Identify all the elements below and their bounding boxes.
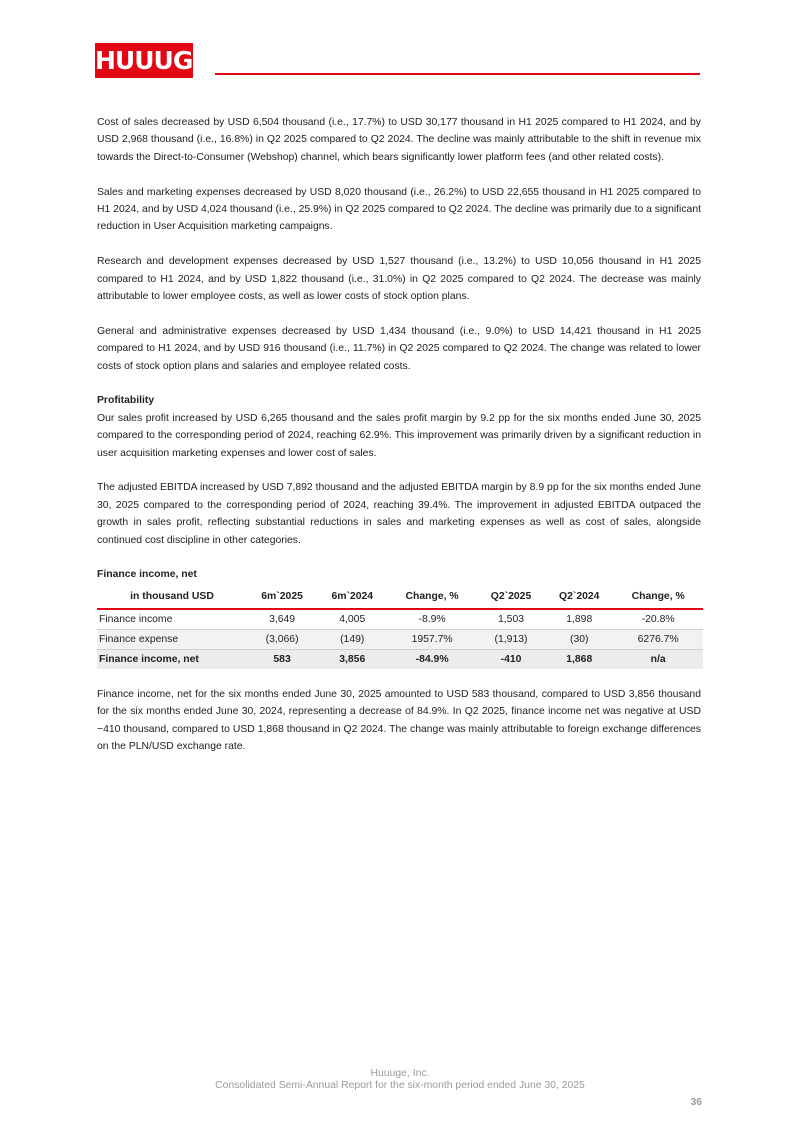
table-header-row <box>97 586 703 609</box>
paragraph-research-development: Research and development expenses decreased by USD 1,527 thousand (i.e., 13.2%) to USD 10,056 thousand in H1 2025 compared to H1 2024, and by USD 1,822 thousand (i.e., 31.0%) in Q2 2025 compared to Q2 2024. The decrease was mainly attributable to lower employee costs, as well as lower costs of stock option plans. <box>97 256 701 303</box>
table-cell: n/a <box>613 649 703 669</box>
table-title: Finance income, net <box>97 569 197 581</box>
table-cell: -20.8% <box>613 609 703 630</box>
heading-profitability: Profitability <box>97 395 155 407</box>
table-header-cell: in thousand USD <box>97 586 247 609</box>
paragraph-ebitda: The adjusted EBITDA increased by USD 7,892 thousand and the adjusted EBITDA margin by 8.9 pp for the six months ended June 30, 2025 compared to the corresponding period of 2024, reaching 39.4%. The improvement in adjusted EBITDA outpaced the growth in sales profit, reflecting substantial reductions in sales and marketing expenses as well as cost of sales, alongside continued cost discipline in other categories. <box>97 482 701 546</box>
table-row <box>97 609 703 630</box>
table-cell: 3,856 <box>317 649 387 669</box>
paragraph-profitability: Our sales profit increased by USD 6,265 thousand and the sales profit margin by 9.2 pp for the six months ended June 30, 2025 compared to the corresponding period of 2024, reaching 62.9%. This improvement was primarily driven by a significant reduction in user acquisition marketing expenses and lower cost of sales. <box>97 412 701 459</box>
page-header <box>0 0 800 90</box>
table-cell: 1,898 <box>545 609 613 630</box>
table-cell: 4,005 <box>317 609 387 630</box>
table-cell: Finance income, net <box>97 649 247 669</box>
table-cell: 1,503 <box>477 609 545 630</box>
table-row <box>97 629 703 649</box>
table-cell: 3,649 <box>247 609 317 630</box>
paragraph-sales-marketing: Sales and marketing expenses decreased by USD 8,020 thousand (i.e., 26.2%) to USD 22,655 thousand in H1 2025 compared to H1 2024, and by USD 4,024 thousand (i.e., 25.9%) in Q2 2025 compared to Q2 2024. The decline was primarily due to a significant reduction in User Acquisition marketing campaigns. <box>97 186 701 233</box>
table-header-cell: Q2`2025 <box>477 586 545 609</box>
table-cell: (30) <box>545 629 613 649</box>
table-cell: -8.9% <box>387 609 477 630</box>
page-number: 36 <box>690 1097 702 1108</box>
finance-income-table <box>97 586 703 669</box>
footer-company: Huuuge, Inc. <box>370 1068 430 1079</box>
table-header-cell: Change, % <box>613 586 703 609</box>
table-cell: 583 <box>247 649 317 669</box>
table-cell: 6276.7% <box>613 629 703 649</box>
paragraph-general-admin: General and administrative expenses decreased by USD 1,434 thousand (i.e., 9.0%) to USD 14,421 thousand in H1 2025 compared to H1 2024, and by USD 916 thousand (i.e., 11.7%) in Q2 2025 compared to Q2 2024. The change was related to lower costs of stock option plans and salaries and employee related costs. <box>97 325 701 372</box>
paragraph-cost-of-sales: Cost of sales decreased by USD 6,504 thousand (i.e., 17.7%) to USD 30,177 thousand in H1 2025 compared to H1 2024, and by USD 2,968 thousand (i.e., 16.8%) in Q2 2025 compared to Q2 2024. The decline was mainly attributable to the shift in revenue mix towards the Direct-to-Consumer (Webshop) channel, which bears significantly lower platform fees (and other related costs). <box>97 117 701 163</box>
table-cell: Finance expense <box>97 629 247 649</box>
table-cell: 1957.7% <box>387 629 477 649</box>
table-cell: (3,066) <box>247 629 317 649</box>
table-total-row <box>97 649 703 669</box>
table-cell: 1,868 <box>545 649 613 669</box>
table-cell: Finance income <box>97 609 247 630</box>
footer-report-title: Consolidated Semi-Annual Report for the six-month period ended June 30, 2025 <box>215 1080 585 1091</box>
table-cell: -84.9% <box>387 649 477 669</box>
table-cell: (1,913) <box>477 629 545 649</box>
paragraph-finance-summary: Finance income, net for the six months ended June 30, 2025 amounted to USD 583 thousand, compared to USD 3,856 thousand for the six months ended June 30, 2024, representing a decrease of 84.9%. In Q2 2025, finance income net was negative at USD −410 thousand, compared to USD 1,868 thousand in Q2 2024. The change was mainly attributable to foreign exchange differences on the PLN/USD exchange rate. <box>97 688 701 753</box>
page-content <box>97 114 701 773</box>
page-footer <box>0 1068 800 1092</box>
table-header-cell: 6m`2024 <box>317 586 387 609</box>
table-cell: -410 <box>477 649 545 669</box>
table-cell: (149) <box>317 629 387 649</box>
huuuge-logo: HUUUGE <box>95 43 193 78</box>
table-header-cell: Q2`2024 <box>545 586 613 609</box>
header-divider <box>215 73 700 75</box>
table-header-cell: Change, % <box>387 586 477 609</box>
table-header-cell: 6m`2025 <box>247 586 317 609</box>
